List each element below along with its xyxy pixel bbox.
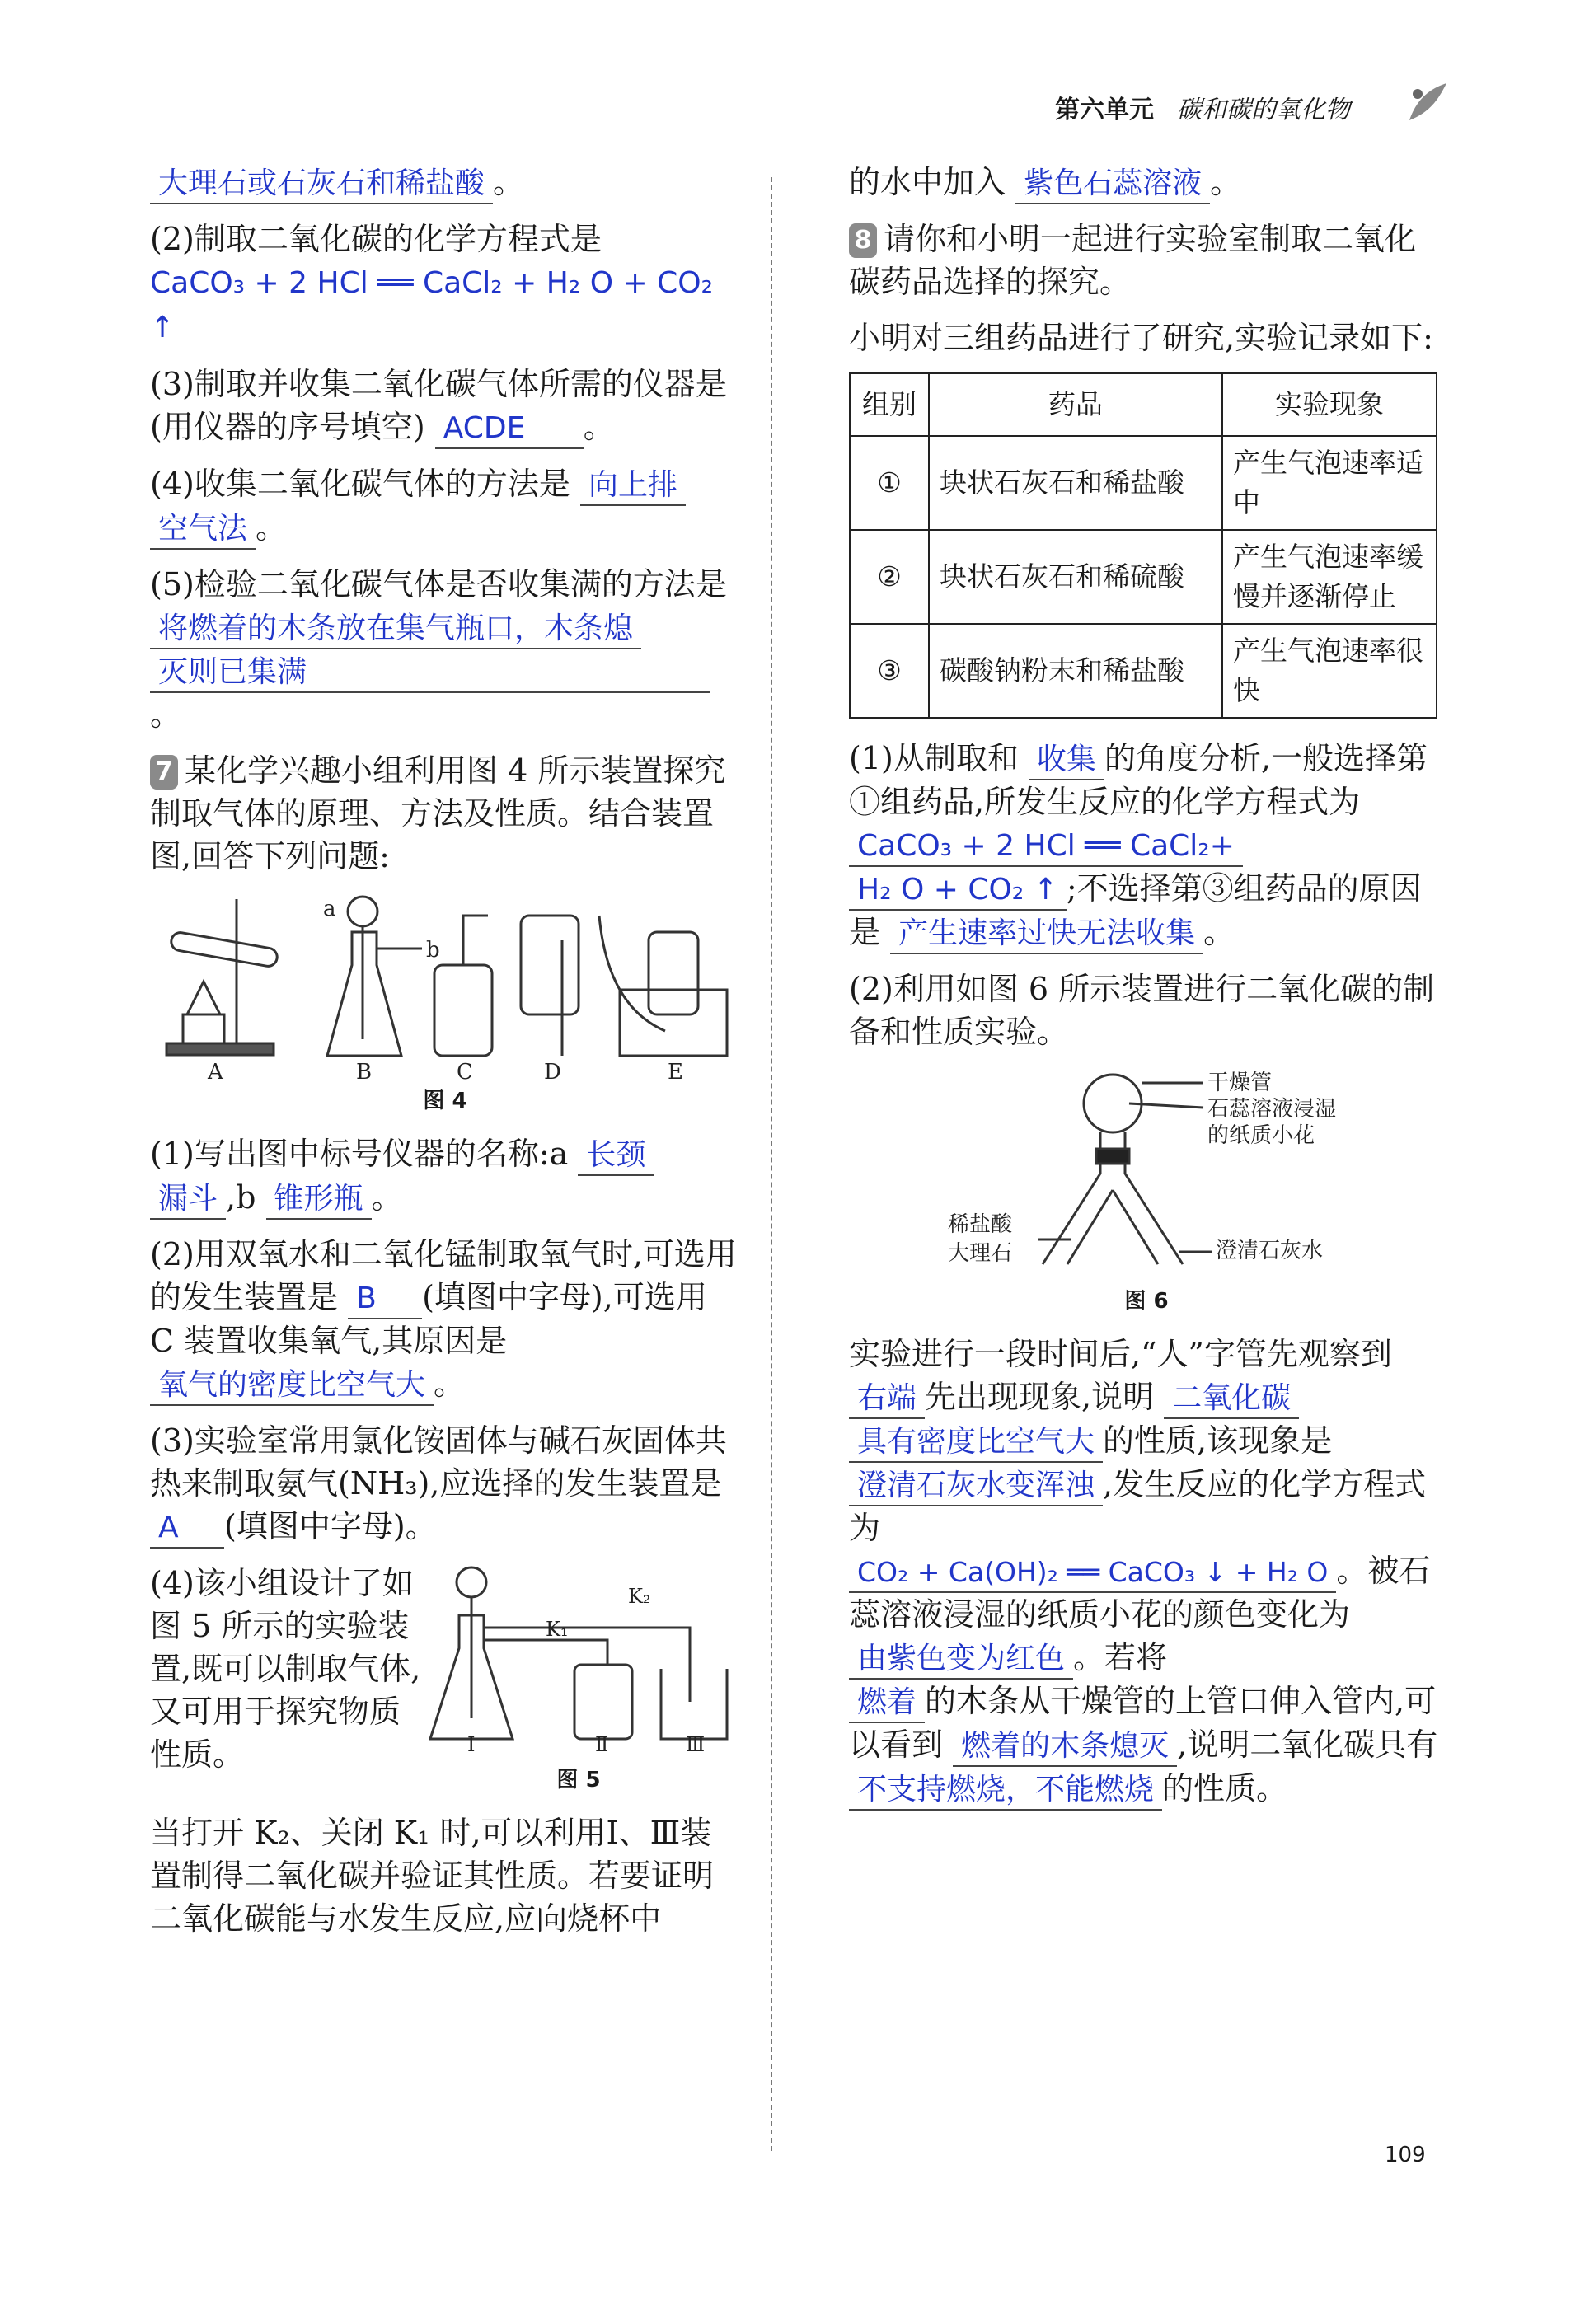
- answer-collect-2: 空气法: [150, 510, 256, 550]
- q8-intro: 小明对三组药品进行了研究,实验记录如下:: [849, 320, 1433, 356]
- answer-property: 不支持燃烧，不能燃烧: [849, 1771, 1162, 1811]
- left-column: [150, 161, 740, 1953]
- fig4-label-b: b: [426, 938, 440, 963]
- fig4-label-E: E: [668, 1060, 683, 1080]
- q7-4-answer: 的水中加入 紫色石蕊溶液 。: [849, 161, 1444, 204]
- table-cell: 块状石灰石和稀盐酸: [929, 436, 1222, 530]
- table-cell: 产生气泡速率缓慢并逐渐停止: [1222, 530, 1437, 624]
- q6-4: (4)收集二氧化碳气体的方法是 向上排 空气法 。: [150, 462, 740, 550]
- answer-burning: 燃着: [849, 1684, 925, 1723]
- fig5-label-1: Ⅰ: [467, 1733, 476, 1751]
- fig5-label-3: Ⅲ: [686, 1733, 706, 1751]
- table-row: [850, 436, 1437, 530]
- answer-collect: 收集: [1029, 741, 1104, 780]
- q6-5: (5)检验二氧化碳气体是否收集满的方法是 将燃着的木条放在集气瓶口，木条熄 灭则已集满。: [150, 566, 727, 733]
- answer-limewater: 澄清石灰水变浑浊: [849, 1467, 1103, 1506]
- table-cell: 产生气泡速率适中: [1222, 436, 1437, 530]
- fig4-label-D: D: [544, 1060, 561, 1080]
- q6-continuation: 大理石或石灰石和稀盐酸 。: [150, 161, 740, 204]
- q7-4: (4)该小组设计了如图 5 所示的实验装置,既可以制取气体,又可用于探究物质性质。: [150, 1565, 421, 1773]
- figure-4-apparatus: [150, 891, 740, 1080]
- fig4-label-C: C: [457, 1060, 473, 1080]
- answer-reason: 氧气的密度比空气大: [150, 1366, 434, 1406]
- q8-1: (1)从制取和 收集 的角度分析,一般选择第①组药品,所发生反应的化学方程式为 CaCO₃ + 2 HCl ══ CaCl₂+ H₂ O + CO₂ ↑ ;不选择第③组药品的原因是 产生速率过快无法收集 。: [849, 737, 1444, 954]
- unit-title: 第六单元: [1055, 96, 1154, 124]
- figure-5-apparatus: [422, 1562, 735, 1751]
- answer-equation-2b: H₂ O + CO₂ ↑: [849, 871, 1067, 911]
- answer-reagents: 大理石或石灰石和稀盐酸: [150, 165, 493, 204]
- q7-1: (1)写出图中标号仪器的名称:a 长颈 漏斗 ,b 锥形瓶 。: [150, 1132, 740, 1220]
- q7-2: (2)用双氧水和二氧化锰制取氧气时,可选用的发生装置是 B (填图中字母),可选用 C 装置收集氧气,其原因是 氧气的密度比空气大 。: [150, 1233, 740, 1406]
- table-cell: 块状石灰石和稀硫酸: [929, 530, 1222, 624]
- fig5-label-k1: K₁: [546, 1618, 569, 1641]
- page-header: [1055, 89, 1350, 125]
- answer-side: 右端: [849, 1380, 925, 1419]
- answer-ammonia: A: [150, 1509, 224, 1549]
- leaf-decoration-icon: [1401, 79, 1451, 129]
- table-cell: 产生气泡速率很快: [1222, 624, 1437, 718]
- answer-reason-3: 产生速率过快无法收集: [890, 915, 1203, 954]
- answer-collect-1: 向上排: [580, 466, 686, 506]
- table-cell: 碳酸钠粉末和稀盐酸: [929, 624, 1222, 718]
- fig6-label-marble: 大理石: [948, 1241, 1013, 1266]
- answer-equation-1: CaCO₃ + 2 HCl ══ CaCl₂ + H₂ O + CO₂ ↑: [150, 266, 713, 344]
- q7-3: (3)实验室常用氯化铵固体与碱石灰固体共热来制取氨气(NH₃),应选择的发生装置是 A (填图中字母)。: [150, 1419, 740, 1549]
- fig5-label-2: Ⅱ: [595, 1733, 609, 1751]
- q7-4-block: [150, 1562, 740, 1811]
- fig5-label-k2: K₂: [628, 1585, 651, 1608]
- column-divider: [771, 177, 772, 2151]
- table-header: 组别: [850, 373, 929, 436]
- answer-check-1: 将燃着的木条放在集气瓶口，木条熄: [150, 610, 641, 649]
- fig6-label-flower: 的纸质小花: [1207, 1123, 1315, 1148]
- answer-indicator: 紫色石蕊溶液: [1015, 165, 1210, 204]
- answer-extinguish: 燃着的木条熄灭: [953, 1727, 1177, 1767]
- answer-instruments: ACDE: [435, 410, 584, 449]
- q6-2: (2)制取二氧化碳的化学方程式是 CaCO₃ + 2 HCl ══ CaCl₂ + H₂ O + CO₂ ↑: [150, 221, 713, 344]
- answer-co2: 二氧化碳: [1164, 1380, 1299, 1419]
- table-row: [850, 530, 1437, 624]
- answer-equation-3: CO₂ + Ca(OH)₂ ══ CaCO₃ ↓ + H₂ O: [849, 1553, 1336, 1593]
- fig4-label-B: B: [356, 1060, 373, 1080]
- answer-a-2: 漏斗: [150, 1180, 226, 1220]
- question-number-badge: 8: [849, 223, 877, 258]
- topic-title: 碳和碳的氧化物: [1177, 96, 1350, 124]
- q6-3: (3)制取并收集二氧化碳气体所需的仪器是(用仪器的序号填空) ACDE 。: [150, 363, 740, 449]
- q8-stem: 8 请你和小明一起进行实验室制取二氧化碳药品选择的探究。: [849, 221, 1417, 300]
- answer-equation-2a: CaCO₃ + 2 HCl ══ CaCl₂+: [849, 827, 1243, 867]
- table-header: 药品: [929, 373, 1222, 436]
- table-header-row: [850, 373, 1437, 436]
- answer-a-1: 长颈: [578, 1136, 654, 1176]
- q7-stem: 7 某化学兴趣小组利用图 4 所示装置探究制取气体的原理、方法及性质。结合装置图,回答下列问题:: [150, 752, 726, 874]
- answer-density: 具有密度比空气大: [849, 1423, 1103, 1463]
- fig6-label-tube: 干燥管: [1207, 1071, 1273, 1095]
- q8-3: 实验进行一段时间后,“人”字管先观察到 右端 先出现现象,说明 二氧化碳 具有密度比空气大 的性质,该现象是 澄清石灰水变浑浊 ,发生反应的化学方程式为 CO₂ + Ca(OH)₂ ══ CaCO₃ ↓ + H₂ O 。被石蕊溶液浸湿的纸质小花的颜色变化为 由紫色变为红色 。若将 燃着 的木条从干燥管的上管口伸入管内,可以看到 燃着的木条熄灭 ,说明二氧化碳具有 不支持燃烧，不能燃烧 的性质。: [849, 1333, 1444, 1811]
- experiment-table: [849, 372, 1437, 719]
- table-header: 实验现象: [1222, 373, 1437, 436]
- right-column: [849, 161, 1444, 1824]
- fig6-label-acid: 稀盐酸: [948, 1212, 1013, 1237]
- answer-b: 锥形瓶: [266, 1180, 372, 1220]
- question-number-badge: 7: [150, 755, 178, 790]
- fig4-label-a: a: [323, 897, 336, 921]
- figure-6-caption: 图 6: [1124, 1289, 1169, 1314]
- fig4-label-A: A: [208, 1060, 223, 1080]
- table-cell: ②: [850, 530, 929, 624]
- answer-color: 由紫色变为红色: [849, 1640, 1073, 1680]
- figure-6-apparatus: [849, 1066, 1444, 1281]
- table-cell: ③: [850, 624, 929, 718]
- answer-generator: B: [348, 1280, 422, 1319]
- table-row: [850, 624, 1437, 718]
- page-number: 109: [1385, 2143, 1426, 2167]
- figure-5-caption: 图 5: [556, 1768, 601, 1792]
- fig6-label-limewater: 澄清石灰水: [1216, 1239, 1324, 1263]
- table-cell: ①: [850, 436, 929, 530]
- q8-2: (2)利用如图 6 所示装置进行二氧化碳的制备和性质实验。: [849, 971, 1435, 1050]
- q7-4-continued: 当打开 K₂、关闭 K₁ 时,可以利用Ⅰ、Ⅲ装置制得二氧化碳并验证其性质。若要证明二氧化碳能与水发生反应,应向烧杯中: [150, 1815, 715, 1937]
- answer-check-2: 灭则已集满: [150, 654, 710, 693]
- fig6-label-litmus: 石蕊溶液浸湿: [1207, 1097, 1337, 1122]
- figure-4-caption: 图 4: [423, 1089, 467, 1113]
